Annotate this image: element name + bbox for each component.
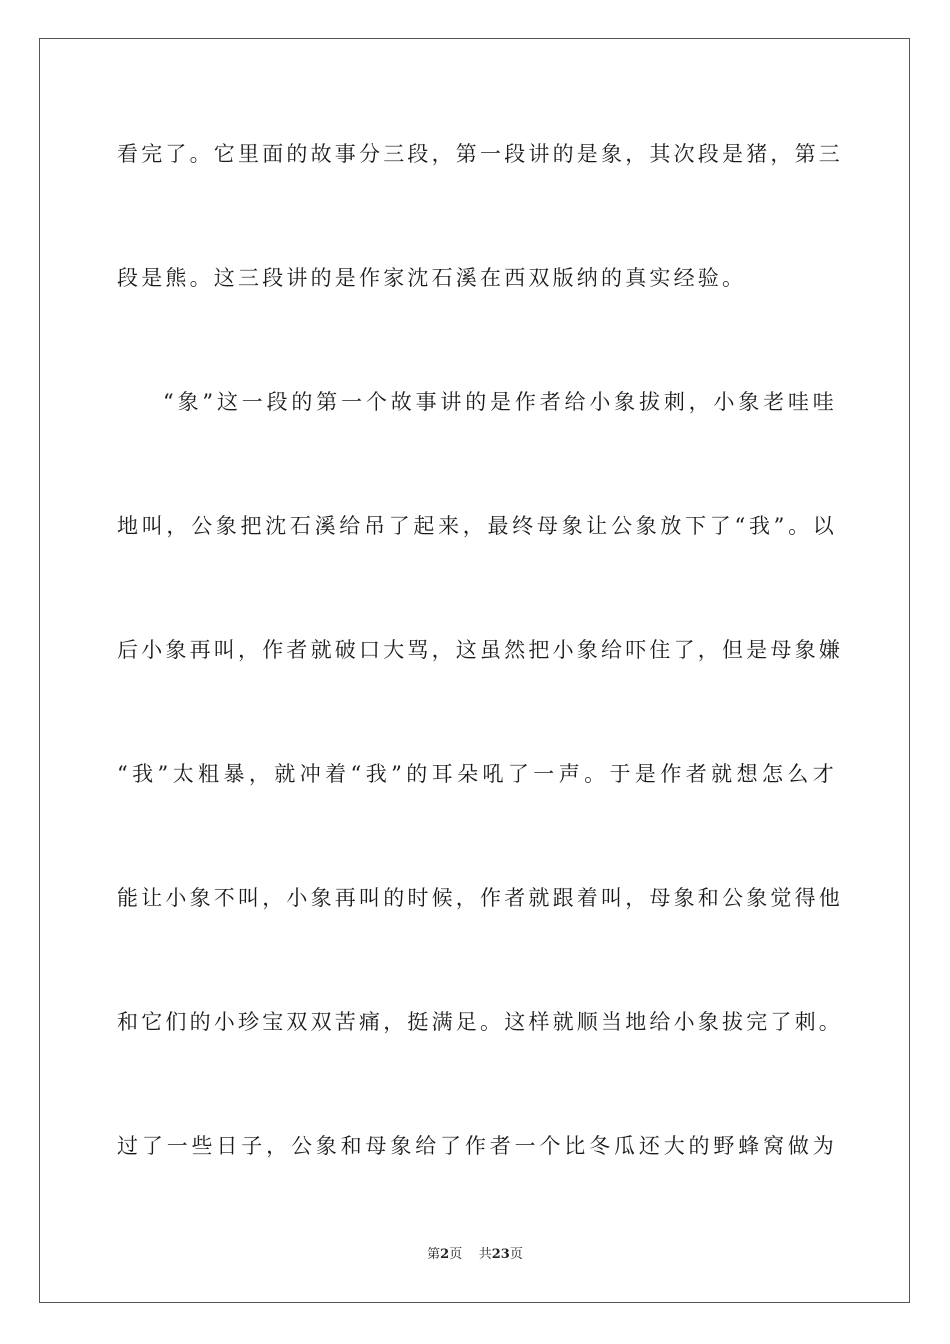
text-line-6: “我”太粗暴，就冲着“我”的耳朵吼了一声。于是作者就想怎么才 <box>117 762 837 786</box>
total-pages: 23 <box>491 1247 510 1262</box>
page-suffix: 页 <box>449 1247 463 1262</box>
text-line-9: 过了一些日子，公象和母象给了作者一个比冬瓜还大的野蜂窝做为 <box>117 1134 837 1158</box>
page-footer <box>0 1246 950 1264</box>
page-border <box>39 38 910 1303</box>
text-line-1: 看完了。它里面的故事分三段，第一段讲的是象，其次段是猪，第三 <box>117 142 843 166</box>
text-line-3: “象”这一段的第一个故事讲的是作者给小象拔刺，小象老哇哇 <box>163 390 837 414</box>
text-line-7: 能让小象不叫，小象再叫的时候，作者就跟着叫，母象和公象觉得他 <box>117 886 843 910</box>
text-line-4: 地叫，公象把沈石溪给吊了起来，最终母象让公象放下了“我”。以 <box>117 514 837 538</box>
text-line-2: 段是熊。这三段讲的是作家沈石溪在西双版纳的真实经验。 <box>117 266 747 290</box>
page-number: 2 <box>440 1247 450 1262</box>
total-prefix: 共 <box>478 1247 492 1262</box>
page-prefix: 第 <box>427 1247 441 1262</box>
total-suffix: 页 <box>509 1247 523 1262</box>
text-line-5: 后小象再叫，作者就破口大骂，这虽然把小象给吓住了，但是母象嫌 <box>117 638 843 662</box>
text-line-8: 和它们的小珍宝双双苦痛，挺满足。这样就顺当地给小象拔完了刺。 <box>117 1010 843 1034</box>
